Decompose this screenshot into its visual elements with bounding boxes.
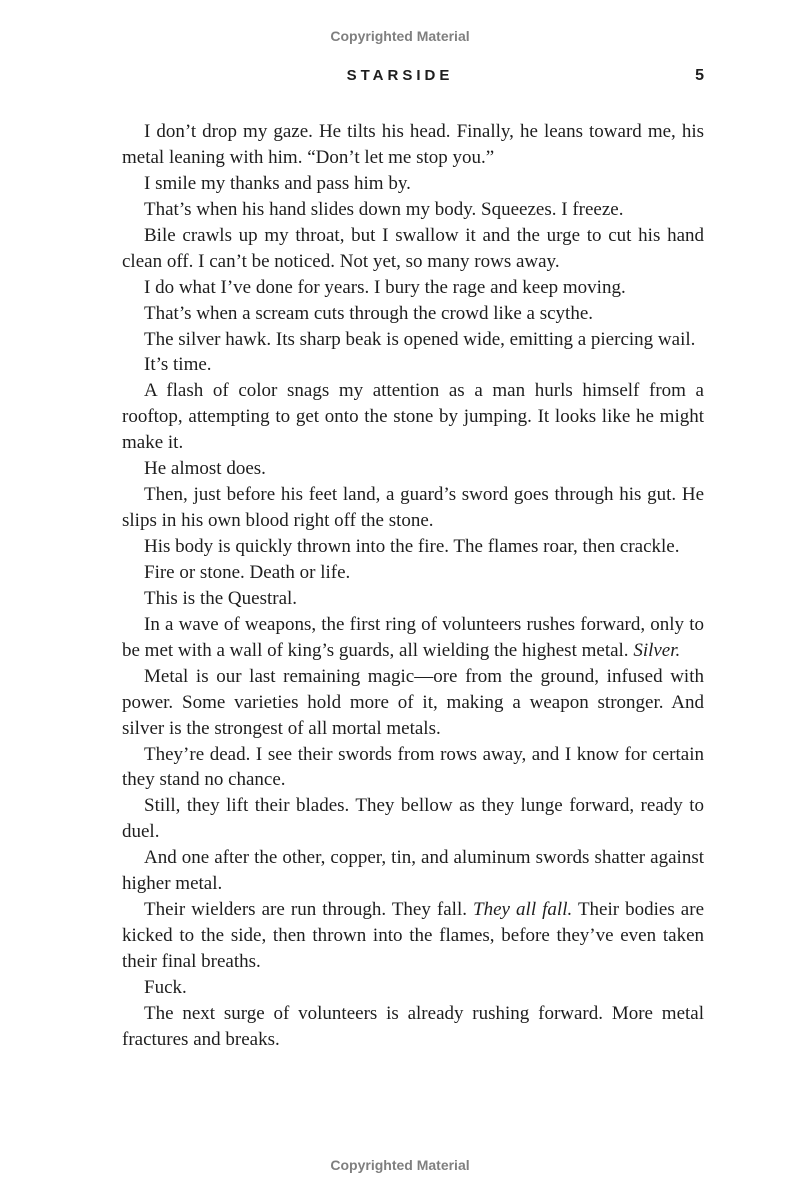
paragraph	[122, 352, 704, 378]
text-run: Still, they lift their blades. They bellow as they lunge forward, ready to duel.	[122, 795, 704, 843]
text-run: Then, just before his feet land, a guard’s sword goes through his gut. He slips in his own blood right off the stone.	[122, 484, 704, 532]
text-run: The next surge of volunteers is already rushing forward. More metal fractures and breaks.	[122, 1002, 704, 1050]
paragraph	[122, 586, 704, 612]
paragraph	[122, 482, 704, 534]
text-run: They’re dead. I see their swords from rows away, and I know for certain they stand no chance.	[122, 743, 704, 791]
paragraph	[122, 223, 704, 275]
paragraph	[122, 119, 704, 171]
paragraph	[122, 456, 704, 482]
body-text	[122, 119, 704, 1053]
paragraph	[122, 534, 704, 560]
text-run: And one after the other, copper, tin, and aluminum swords shatter against higher metal.	[122, 847, 704, 895]
text-run: I smile my thanks and pass him by.	[144, 172, 411, 194]
text-run: This is the Questral.	[144, 587, 298, 609]
paragraph	[122, 378, 704, 456]
text-run: That’s when a scream cuts through the crowd like a scythe.	[144, 302, 593, 324]
italic-text: They all fall.	[473, 899, 573, 921]
italic-text: Silver.	[633, 639, 681, 661]
text-run: That’s when his hand slides down my body. Squeezes. I freeze.	[144, 198, 624, 220]
text-run: He almost does.	[144, 458, 266, 480]
paragraph	[122, 301, 704, 327]
paragraph	[122, 1001, 704, 1053]
copyright-watermark-top: Copyrighted Material	[330, 28, 470, 44]
text-run: Fuck.	[144, 976, 187, 998]
paragraph	[122, 560, 704, 586]
paragraph	[122, 197, 704, 223]
text-run: Their wielders are run through. They fall.	[144, 899, 474, 921]
text-run: Bile crawls up my throat, but I swallow it and the urge to cut his hand clean off. I can’t be noticed. Not yet, so many rows away.	[122, 224, 704, 272]
text-run: It’s time.	[144, 354, 212, 376]
paragraph	[122, 664, 704, 742]
text-run: I don’t drop my gaze. He tilts his head. Finally, he leans toward me, his metal leaning with him. “Don’t let me stop you.”	[122, 121, 704, 168]
running-title: STARSIDE	[346, 67, 454, 84]
paragraph	[122, 275, 704, 301]
text-run: His body is quickly thrown into the fire. The flames roar, then crackle.	[144, 536, 680, 557]
text-run: Fire or stone. Death or life.	[144, 561, 351, 583]
paragraph	[122, 793, 704, 845]
text-run: A flash of color snags my attention as a man hurls himself from a rooftop, attempting to get onto the stone by jumping. It looks like he might make it.	[122, 380, 704, 454]
paragraph	[122, 742, 704, 794]
page-number: 5	[695, 67, 704, 84]
copyright-watermark-bottom: Copyrighted Material	[330, 1157, 470, 1173]
paragraph	[122, 327, 704, 353]
paragraph	[122, 171, 704, 197]
paragraph	[122, 897, 704, 975]
paragraph	[122, 845, 704, 897]
paragraph	[122, 612, 704, 664]
text-run: Metal is our last remaining magic—ore from the ground, infused with power. Some varieties hold more of it, making a weapon stronger. And silver is the strongest of all mortal metals.	[122, 665, 704, 739]
paragraph	[122, 975, 704, 1001]
text-run: I do what I’ve done for years. I bury the rage and keep moving.	[144, 276, 626, 298]
text-run: The silver hawk. Its sharp beak is opened wide, emitting a piercing wail.	[144, 328, 696, 350]
text-run: Their bodies are kicked to the side, then thrown into the flames, before they’ve even taken their final breaths.	[122, 899, 704, 972]
text-run: In a wave of weapons, the first ring of volunteers rushes forward, only to be met with a wall of king’s guards, all wielding the highest metal.	[122, 613, 704, 661]
